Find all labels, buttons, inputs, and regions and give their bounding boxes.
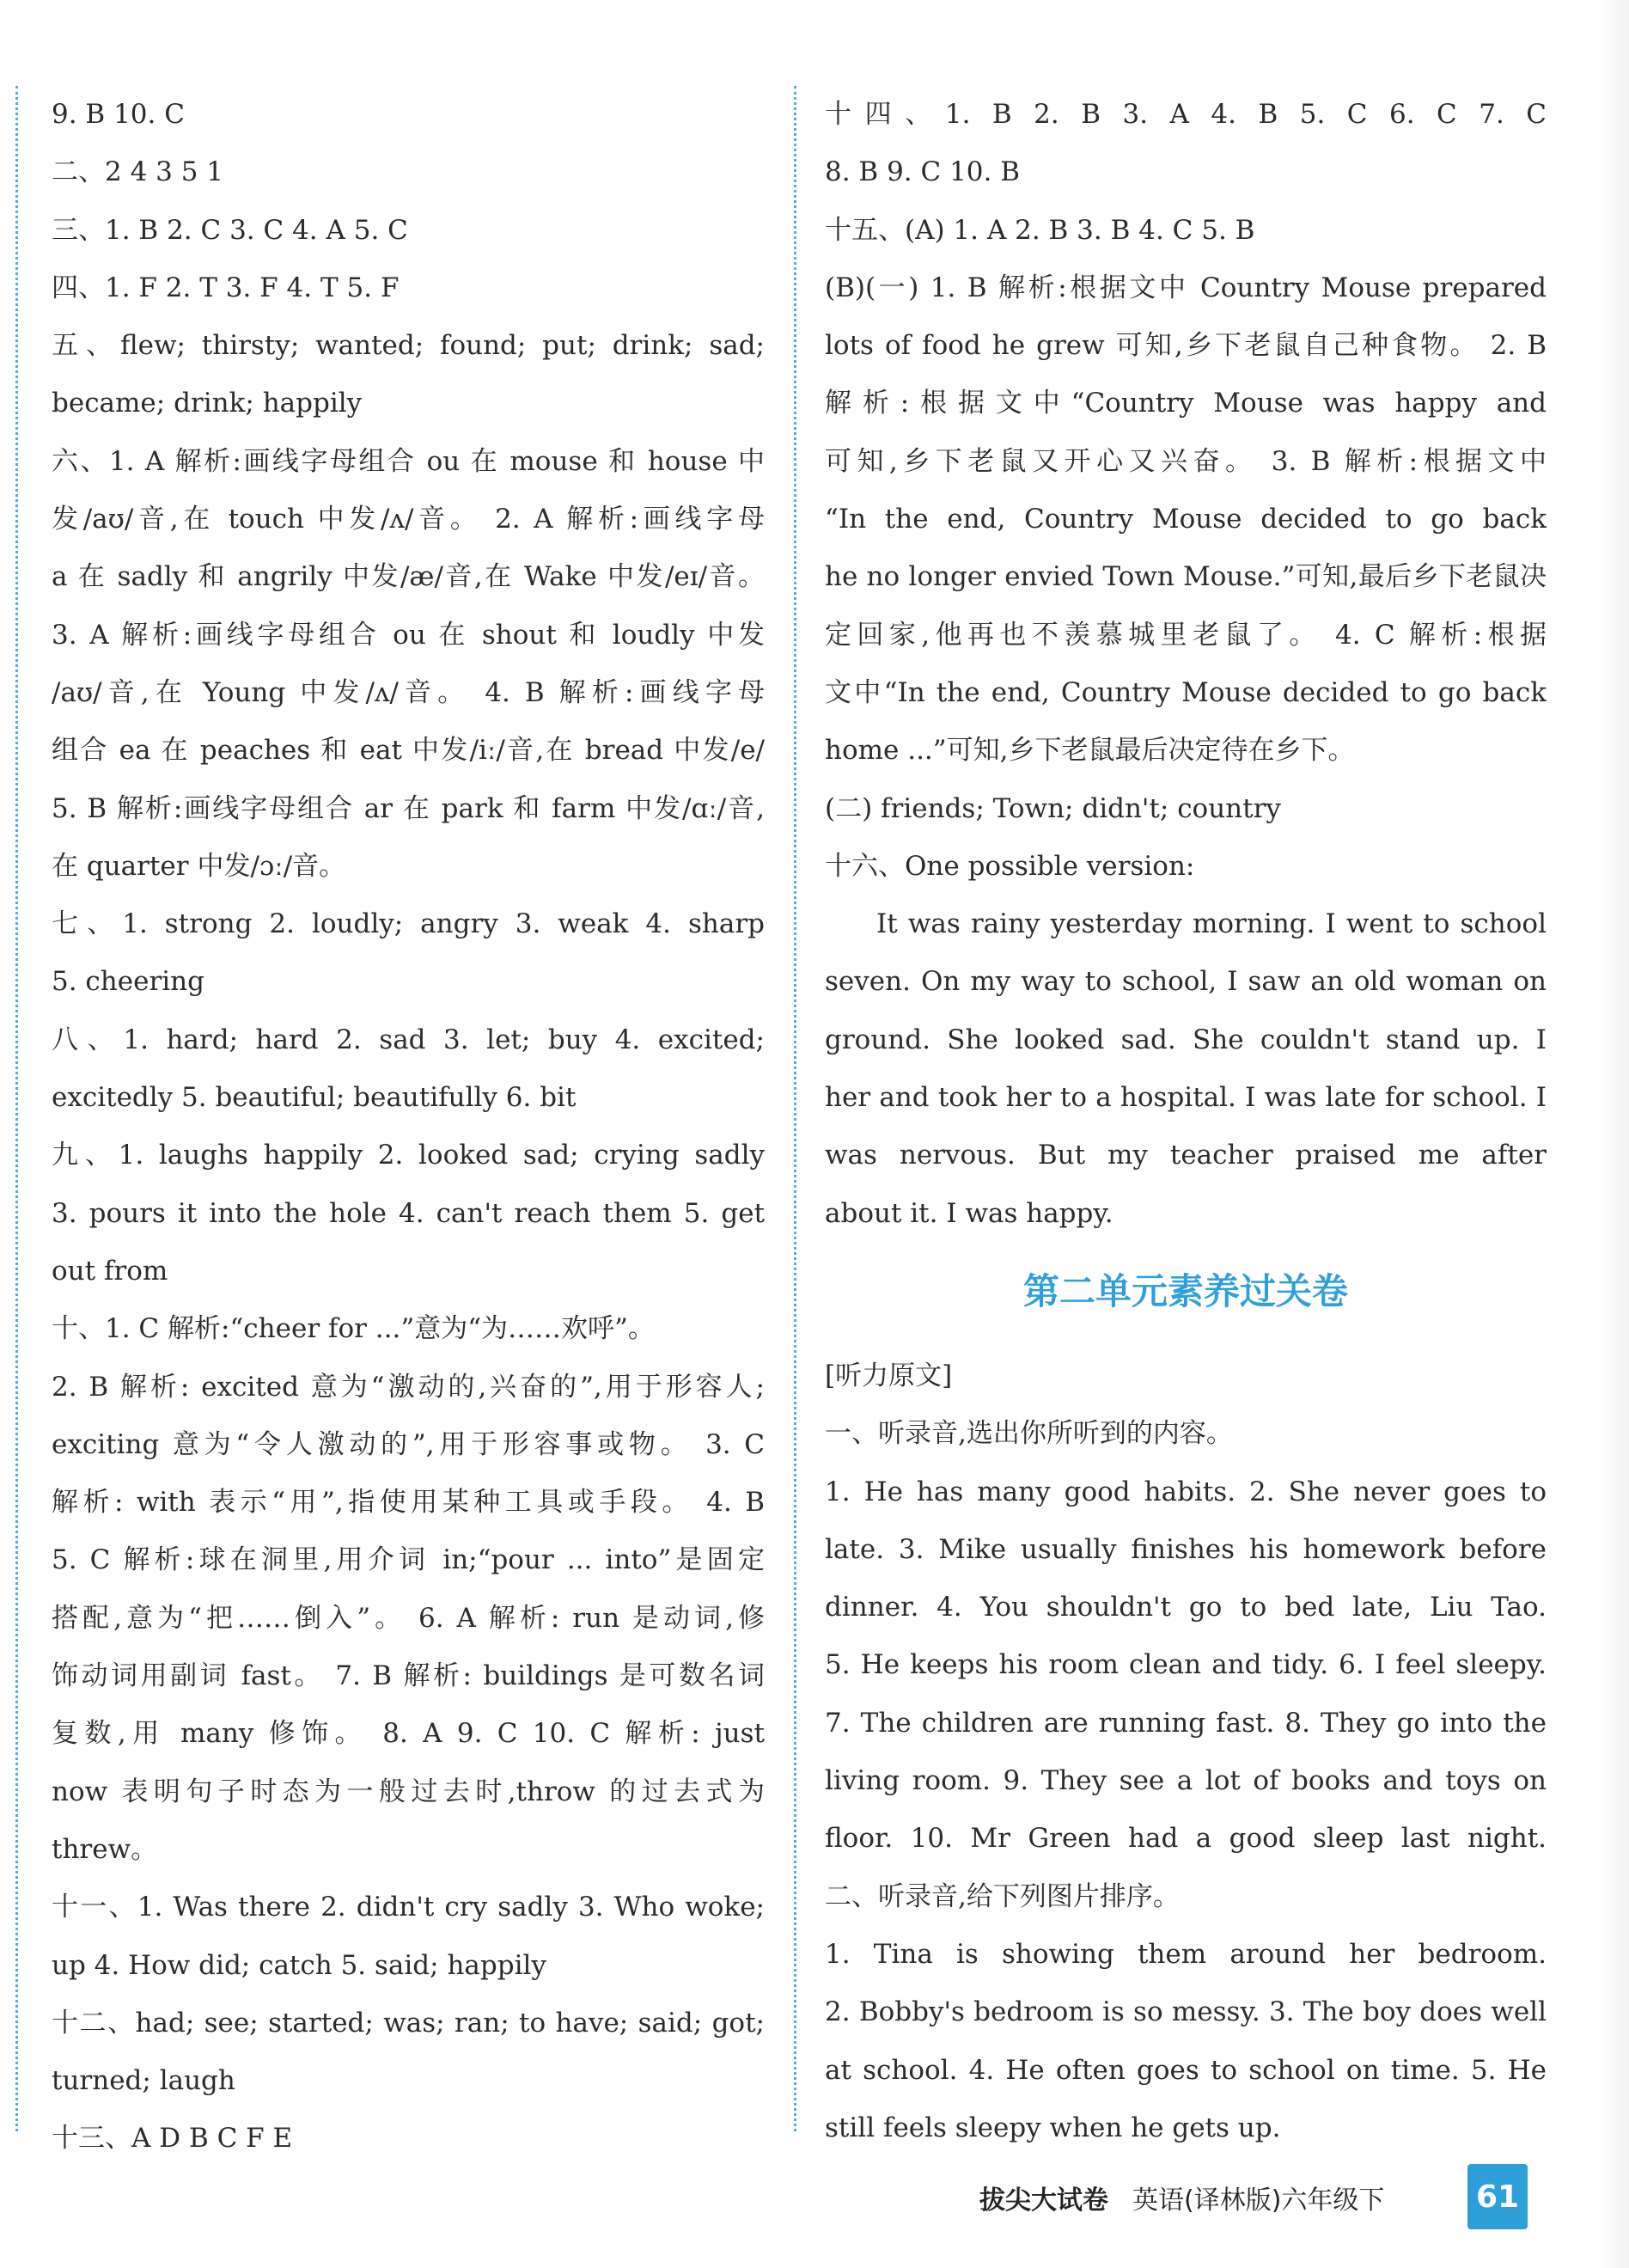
answer-line: 文中“In the end, Country Mouse decided to go back <box>825 676 1547 708</box>
answer-line: 组合 ea 在 peaches 和 eat 中发/iː/音,在 bread 中发/e/ <box>52 735 765 767</box>
answer-line: 3. pours it into the hole 4. can't reach them 5. get <box>52 1197 765 1229</box>
answer-line: became; drink; happily <box>52 388 363 419</box>
essay-line: seven. On my way to school, I saw an old woman on <box>825 966 1547 998</box>
right-column-lower <box>825 1348 1547 2157</box>
answer-line: 发/aʊ/音,在 touch 中发/ʌ/音。 2. A 解析:画线字母 <box>52 504 765 535</box>
answer-line: (B)(一) 1. B 解析:根据文中 Country Mouse prepared <box>825 272 1547 303</box>
answer-line: 5. cheering <box>52 966 204 998</box>
answer-line: 十六、One possible version: <box>825 850 1195 882</box>
answer-line: 5. He keeps his room clean and tidy. 6. I feel sleepy. <box>825 1649 1547 1681</box>
answer-line: 二、听录音,给下列图片排序。 <box>825 1880 1180 1912</box>
essay-line: It was rainy yesterday morning. I went to school <box>876 908 1547 940</box>
answer-line: up 4. How did; catch 5. said; happily <box>52 1949 546 1981</box>
answer-line: 解析:根据文中“Country Mouse was happy and <box>825 388 1547 419</box>
answer-line: out from <box>52 1255 168 1287</box>
answer-line: 可知,乡下老鼠又开心又兴奋。 3. B 解析:根据文中 <box>825 445 1547 477</box>
answer-line: 2. Bobby's bedroom is so messy. 3. The boy does well <box>825 1996 1547 2028</box>
footer-subject: 英语(译林版)六年级下 <box>1132 2185 1385 2216</box>
column-divider <box>794 86 796 2131</box>
answer-line: 8. B 9. C 10. B <box>825 156 1021 188</box>
answer-line: 七、1. strong 2. loudly; angry 3. weak 4. sharp <box>52 908 765 940</box>
answer-line: 2. B 解析: excited 意为“激动的,兴奋的”,用于形容人; <box>52 1371 765 1403</box>
right-column-upper <box>825 86 1547 1243</box>
answer-line: now 表明句子时态为一般过去时,throw 的过去式为 <box>52 1776 765 1807</box>
answer-line: 十、1. C 解析:“cheer for ...”意为“为……欢呼”。 <box>52 1313 655 1345</box>
answer-line: 9. B 10. C <box>52 99 185 130</box>
answer-line: 搭配,意为“把……倒入”。 6. A 解析: run 是动词,修 <box>52 1602 765 1634</box>
answer-line: exciting 意为“令人激动的”,用于形容事或物。 3. C <box>52 1428 765 1460</box>
answer-line: 一、听录音,选出你所听到的内容。 <box>825 1418 1233 1450</box>
essay-line: ground. She looked sad. She couldn't stand up. I <box>825 1024 1547 1055</box>
answer-line: 十一、1. Was there 2. didn't cry sadly 3. Who woke; <box>52 1892 765 1923</box>
answer-line: 1. He has many good habits. 2. She never goes to <box>825 1476 1547 1507</box>
answer-line: 解析: with 表示“用”,指使用某种工具或手段。 4. B <box>52 1487 765 1519</box>
answer-line: [听力原文] <box>825 1360 953 1391</box>
answer-line: 十二、had; see; started; was; ran; to have; said; got; <box>52 2007 765 2039</box>
footer-brand: 拔尖大试卷 <box>979 2185 1108 2216</box>
answer-line: 六、1. A 解析:画线字母组合 ou 在 mouse 和 house 中 <box>52 445 765 477</box>
answer-line: home ...”可知,乡下老鼠最后决定待在乡下。 <box>825 735 1355 767</box>
section-title: 第二单元素养过关卷 <box>1022 1270 1348 1312</box>
answer-line: 十四、1. B 2. B 3. A 4. B 5. C 6. C 7. C <box>825 99 1547 130</box>
answer-line: 二、2 4 3 5 1 <box>52 156 224 188</box>
footer <box>979 2179 1384 2216</box>
answer-line: he no longer envied Town Mouse.”可知,最后乡下老鼠决 <box>825 561 1547 593</box>
answer-line: still feels sleepy when he gets up. <box>825 2112 1281 2143</box>
answer-line: turned; laugh <box>52 2065 235 2097</box>
answer-line: 饰动词用副词 fast。 7. B 解析: buildings 是可数名词 <box>52 1660 765 1692</box>
answer-line: “In the end, Country Mouse decided to go back <box>825 504 1547 535</box>
answer-line: living room. 9. They see a lot of books and toys on <box>825 1765 1547 1797</box>
answer-line: 八、1. hard; hard 2. sad 3. let; buy 4. excited; <box>52 1024 765 1055</box>
page-edge-shadow <box>1598 0 1629 2268</box>
answer-line: late. 3. Mike usually finishes his homework before <box>825 1533 1547 1565</box>
essay-line: was nervous. But my teacher praised me after <box>825 1140 1547 1171</box>
answer-line: 九、1. laughs happily 2. looked sad; crying sadly <box>52 1140 765 1171</box>
answer-line: 1. Tina is showing them around her bedroom. <box>825 1938 1547 1970</box>
page-number: 61 <box>1467 2164 1528 2229</box>
answer-line: 5. B 解析:画线字母组合 ar 在 park 和 farm 中发/ɑː/音, <box>52 792 765 824</box>
essay-line: about it. I was happy. <box>825 1197 1113 1229</box>
answer-line: 三、1. B 2. C 3. C 4. A 5. C <box>52 214 408 246</box>
answer-line: dinner. 4. You shouldn't go to bed late, Liu Tao. <box>825 1592 1547 1623</box>
answer-line: 四、1. F 2. T 3. F 4. T 5. F <box>52 272 400 303</box>
left-dotted-rule <box>15 86 18 2131</box>
answer-line: 定回家,他再也不羡慕城里老鼠了。 4. C 解析:根据 <box>825 619 1547 651</box>
answer-line: 在 quarter 中发/ɔː/音。 <box>52 850 346 882</box>
answer-line: /aʊ/音,在 Young 中发/ʌ/音。 4. B 解析:画线字母 <box>52 676 765 708</box>
essay-line: her and took her to a hospital. I was late for school. I <box>825 1082 1547 1114</box>
answer-line: floor. 10. Mr Green had a good sleep last night. <box>825 1823 1547 1855</box>
answer-line: excitedly 5. beautiful; beautifully 6. bit <box>52 1082 577 1114</box>
answer-line: threw。 <box>52 1833 158 1865</box>
answer-line: (二) friends; Town; didn't; country <box>825 792 1281 824</box>
answer-line: 十五、(A) 1. A 2. B 3. B 4. C 5. B <box>825 214 1255 246</box>
answer-line: 5. C 解析:球在洞里,用介词 in;“pour ... into”是固定 <box>52 1544 765 1576</box>
answer-line: 3. A 解析:画线字母组合 ou 在 shout 和 loudly 中发 <box>52 619 765 651</box>
answer-line: 十三、A D B C F E <box>52 2123 293 2155</box>
answer-line: 复数,用 many 修饰。 8. A 9. C 10. C 解析: just <box>52 1718 765 1750</box>
answer-line: a 在 sadly 和 angrily 中发/æ/音,在 Wake 中发/eɪ/音。 <box>52 561 765 593</box>
answer-line: 五、flew; thirsty; wanted; found; put; drink; sad; <box>52 330 765 362</box>
answer-line: at school. 4. He often goes to school on time. 5. He <box>825 2054 1547 2086</box>
answer-line: lots of food he grew 可知,乡下老鼠自己种食物。 2. B <box>825 330 1547 362</box>
left-column <box>52 86 765 2168</box>
answer-line: 7. The children are running fast. 8. They go into the <box>825 1707 1547 1739</box>
